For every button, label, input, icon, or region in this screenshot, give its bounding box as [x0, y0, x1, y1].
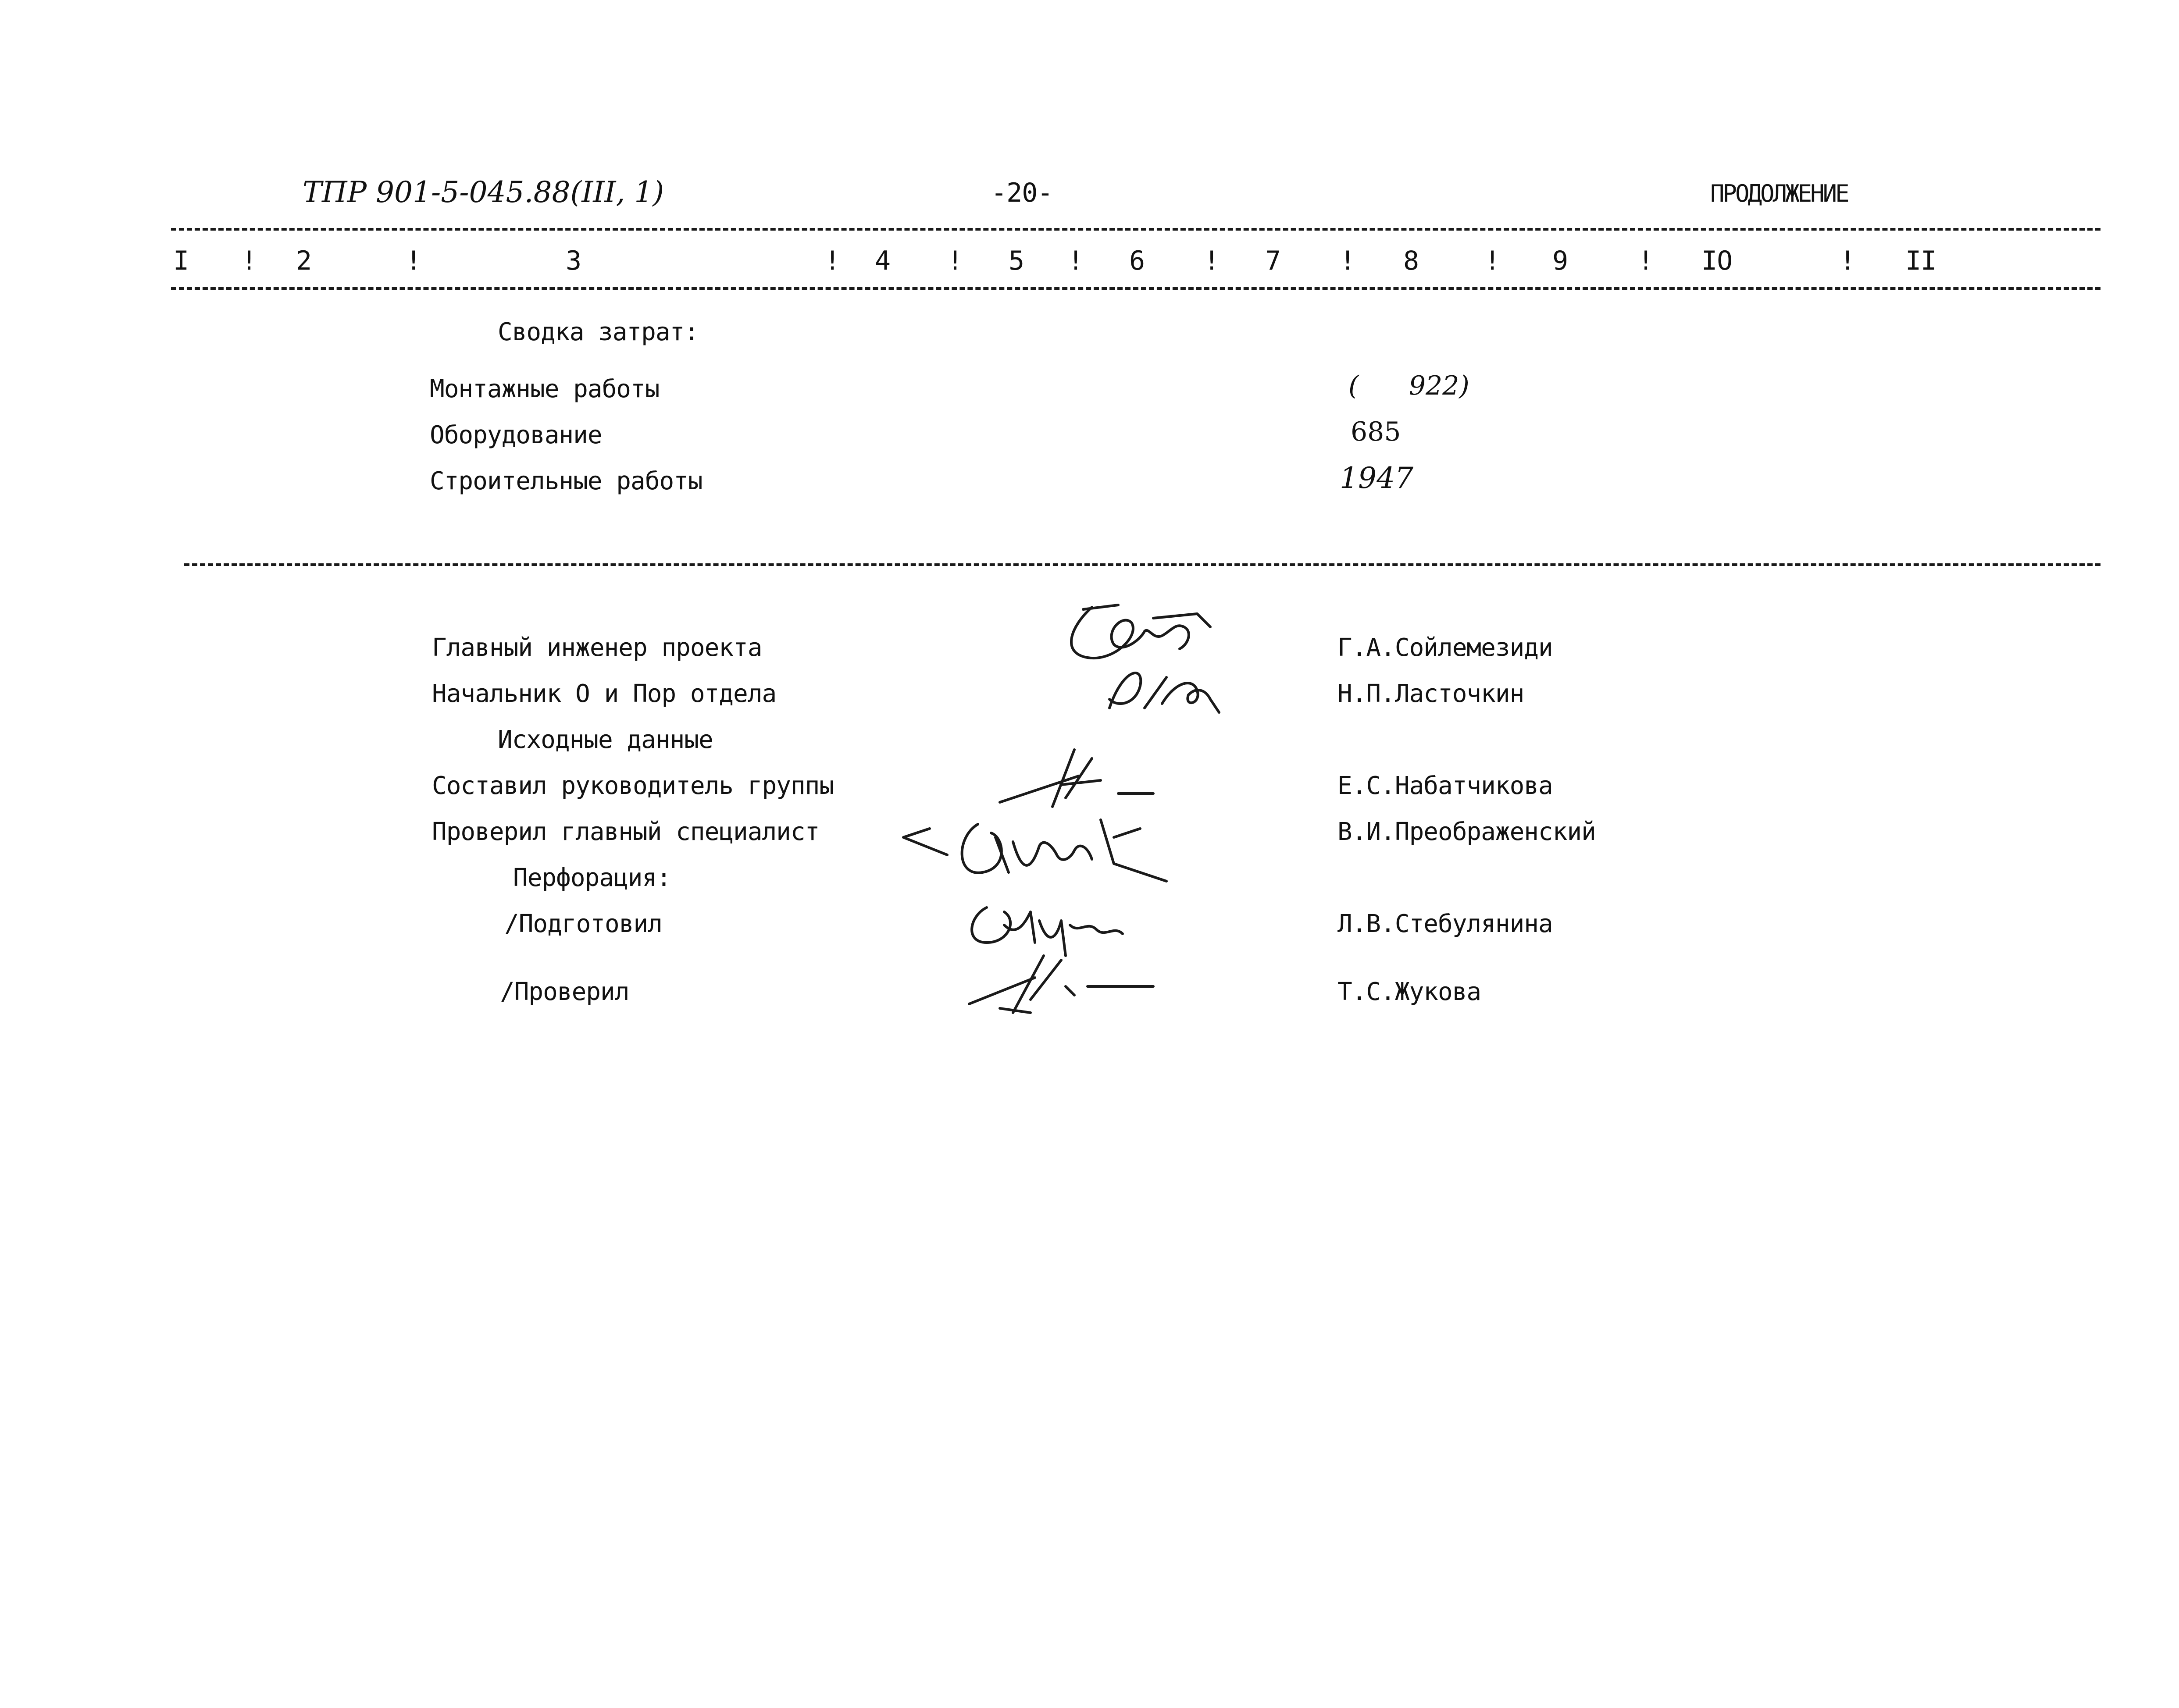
column-number: IO — [1701, 246, 1733, 276]
column-separator: ! — [947, 246, 963, 276]
summary-row-value: 685 — [1351, 416, 1401, 447]
signature-preobrazhensky-icon — [895, 811, 1202, 890]
column-number: 2 — [296, 246, 312, 276]
signature-role: Исходные данные — [498, 726, 713, 754]
signature-role: /Проверил — [500, 978, 629, 1006]
signature-name: Л.В.Стебулянина — [1337, 910, 1553, 938]
column-number: II — [1905, 246, 1936, 276]
column-separator: ! — [406, 246, 421, 276]
signature-role: Начальник О и Пор отдела — [432, 680, 777, 708]
summary-row-value: 1947 — [1340, 461, 1413, 495]
signature-lastochkin-icon — [1096, 660, 1228, 717]
signature-role: Составил руководитель группы — [432, 772, 834, 800]
column-number: 3 — [566, 246, 581, 276]
column-number: 7 — [1265, 246, 1281, 276]
table-top-rule — [171, 228, 2101, 231]
column-separator: ! — [1340, 246, 1355, 276]
column-separator: ! — [1484, 246, 1500, 276]
table-header-bottom-rule — [171, 287, 2101, 290]
column-number: 6 — [1129, 246, 1145, 276]
signature-role: /Подготовил — [504, 910, 662, 938]
column-number: I — [173, 246, 189, 276]
signature-role: Главный инженер проекта — [432, 633, 762, 662]
column-number: 5 — [1009, 246, 1024, 276]
column-separator: ! — [241, 246, 257, 276]
signature-stebulyanina-icon — [960, 894, 1145, 960]
summary-row-label: Монтажные работы — [430, 375, 660, 403]
signature-name: В.И.Преображенский — [1337, 818, 1596, 846]
summary-title: Сводка затрат: — [498, 318, 699, 346]
signature-name: Е.С.Набатчикова — [1337, 772, 1553, 800]
signature-name: Г.А.Сойлемезиди — [1337, 633, 1553, 662]
signature-name: Н.П.Ласточкин — [1337, 680, 1524, 708]
column-separator: ! — [1638, 246, 1654, 276]
summary-row-label: Строительные работы — [430, 467, 703, 495]
section-divider — [184, 563, 2101, 566]
column-separator: ! — [1068, 246, 1084, 276]
document-code: ТПР 901-5-045.88(III, 1) — [303, 175, 664, 209]
continuation-label: ПРОДОЛЖЕНИЕ — [1710, 180, 1848, 207]
summary-row-value: ( 922) — [1348, 370, 1469, 401]
signature-zhukova-icon — [956, 951, 1162, 1017]
column-separator: ! — [1840, 246, 1855, 276]
signature-name: Т.С.Жукова — [1337, 978, 1481, 1006]
column-separator: ! — [1204, 246, 1220, 276]
summary-row-label: Оборудование — [430, 421, 602, 449]
signature-role: Проверил главный специалист — [432, 818, 820, 846]
signature-role: Перфорация: — [513, 864, 671, 892]
column-number: 9 — [1552, 246, 1568, 276]
signature-nabatchikova-icon — [987, 745, 1162, 811]
column-number: 8 — [1403, 246, 1419, 276]
column-separator: ! — [824, 246, 840, 276]
page-number: -20- — [991, 178, 1053, 208]
column-number: 4 — [875, 246, 891, 276]
